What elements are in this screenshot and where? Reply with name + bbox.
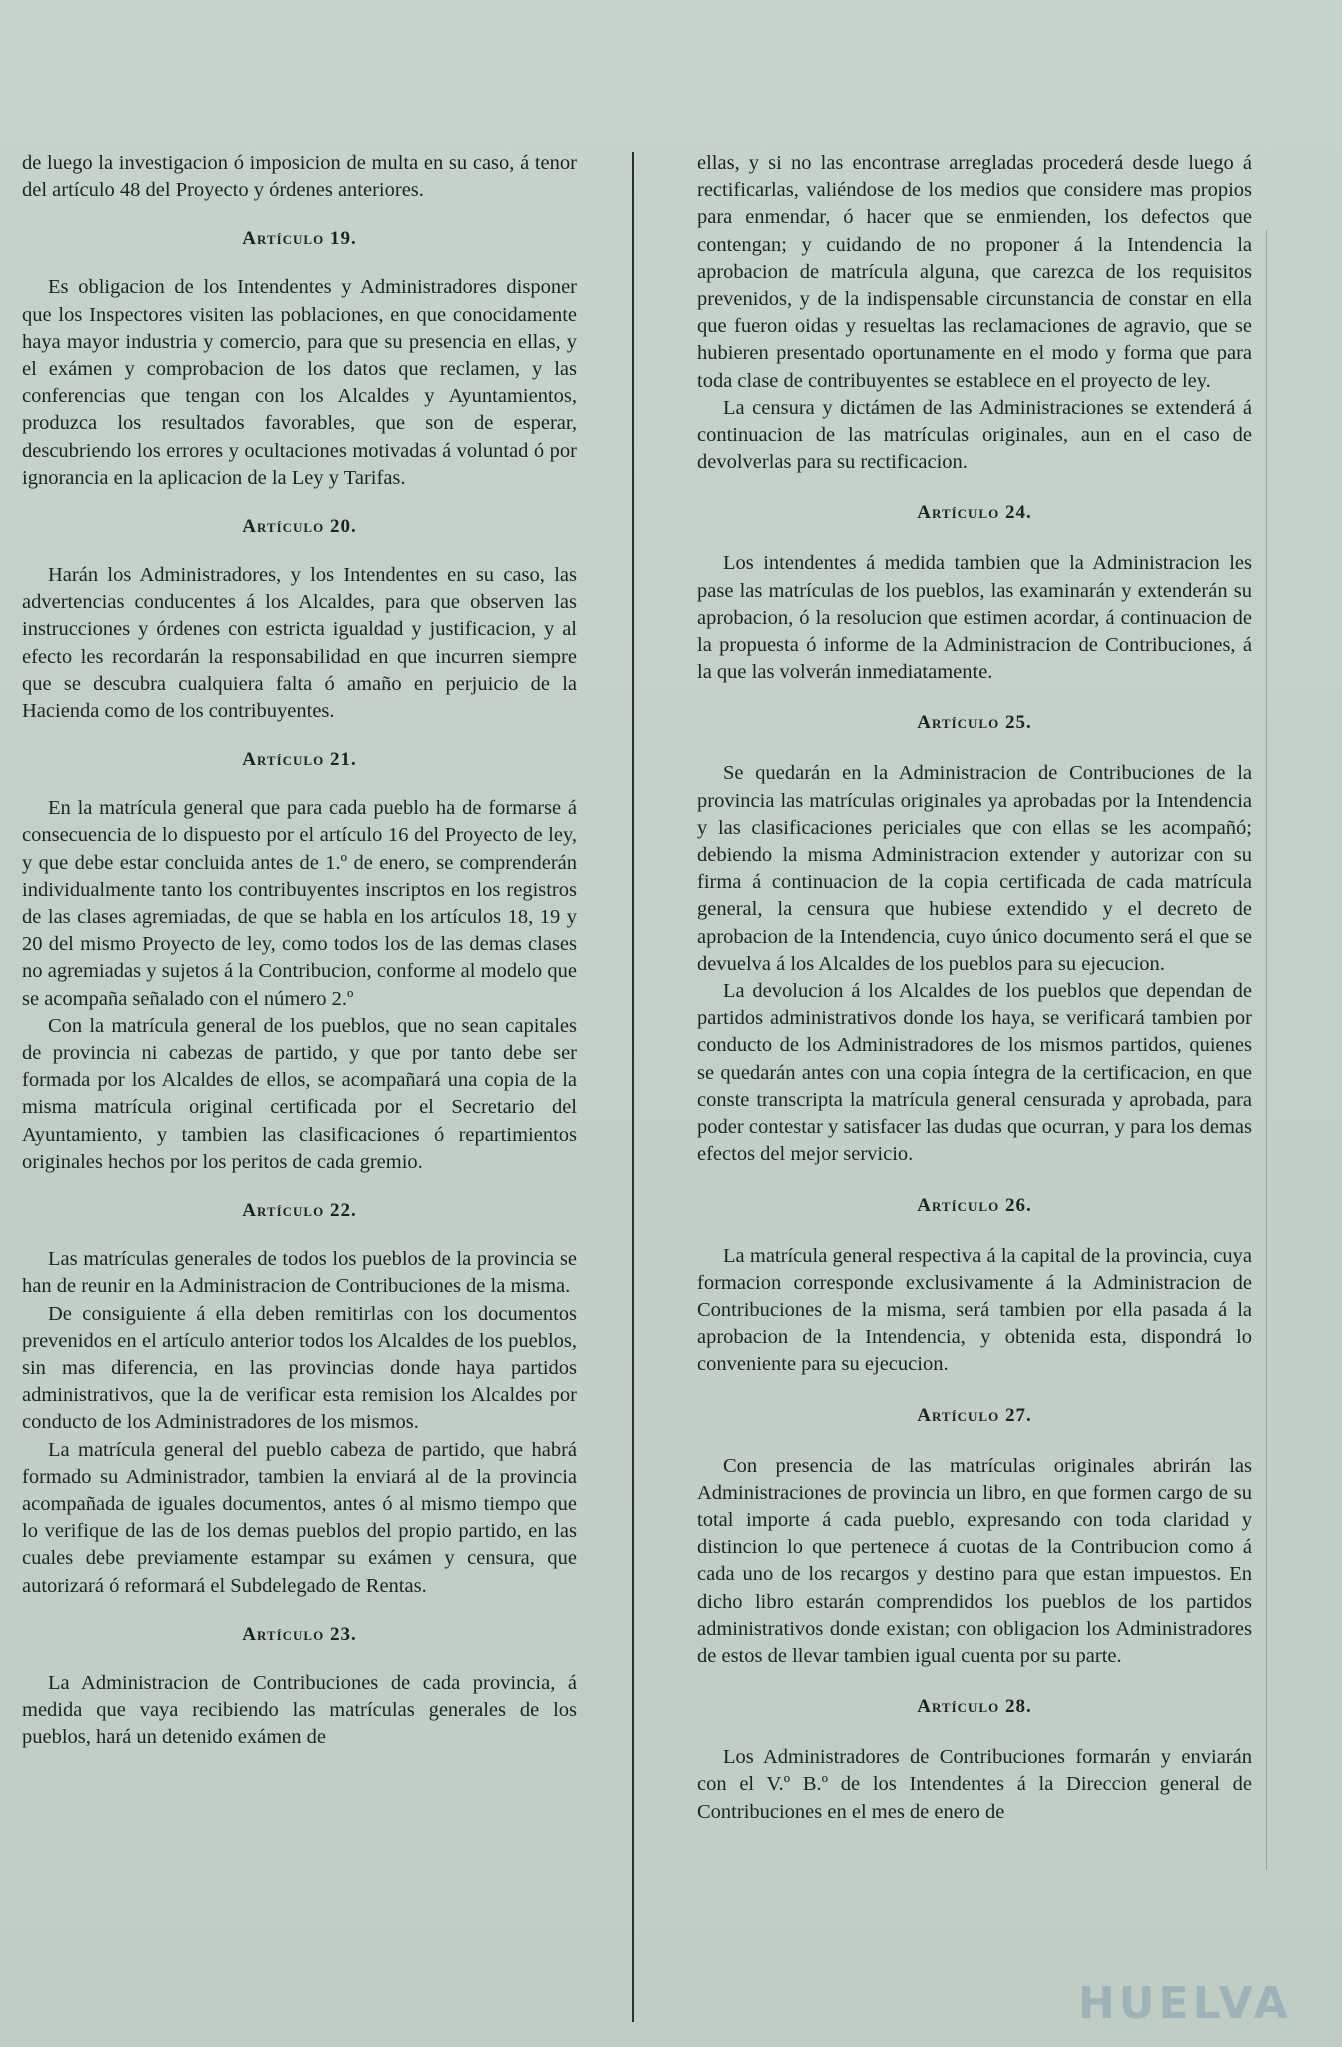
- paragraph: De consiguiente á ella deben remitirlas con los documentos prevenidos en el artículo anterior todos los Alcaldes de los pueblos, sin mas diferencia, en las provincias donde haya partidos administrativos, que la de verificar esta remision los Alcaldes por conducto de los Administradores de los mismos.: [22, 1302, 577, 1434]
- article-heading-24: Artículo 24.: [917, 502, 1032, 524]
- paragraph: La censura y dictámen de las Administraciones se extenderá á continuacion de las matrículas originales, aun en el caso de devolverlas para su rectificacion.: [697, 396, 1252, 474]
- article-heading-25: Artículo 25.: [917, 712, 1032, 734]
- paragraph: Con presencia de las matrículas originales abrirán las Administraciones de provincia un libro, en que formen cargo de su total importe á cada pueblo, expresando con toda claridad y distincion lo que pertenece á cuotas de la Contribucion como á cada uno de los recargos y destino para que estan impuestos. En dicho libro estarán comprendidos los pueblos de los partidos administrativos donde existan; con obligacion los Administradores de estos de llevar tambien igual cuenta por su parte.: [697, 1454, 1252, 1667]
- article-heading-19: Artículo 19.: [242, 228, 357, 250]
- right-column: [697, 150, 1252, 1826]
- paragraph: ellas, y si no las encontrase arregladas procederá desde luego á rectificarlas, valiéndose de los medios que considere mas propios para enmendar, ó hacer que se enmienden, los defectos que contengan; y cuidando de no proponer á la Intendencia la aprobacion de matrícula alguna, que carezca de los requisitos prevenidos, y de la indispensable circunstancia de constar en ella que fueron oidas y resueltas las reclamaciones de agravio, que se hubieren presentado oportunamente en el modo y forma que para toda clase de contribuyentes se establece en el proyecto de ley.: [697, 152, 1252, 392]
- page-fold-line: [1266, 230, 1267, 1870]
- paragraph: Harán los Administradores, y los Intendentes en su caso, las advertencias conducentes á los Alcaldes, para que observen las instrucciones y órdenes con estricta igualdad y justificacion, y al efecto les recordarán la responsabilidad en que incurren siempre que se descubra cualquiera falta ó amaño en perjuicio de la Hacienda como de los contribuyentes.: [22, 564, 577, 723]
- paragraph: En la matrícula general que para cada pueblo ha de formarse á consecuencia de lo dispuesto por el artículo 16 del Proyecto de ley, y que debe estar concluida antes de 1.º de enero, se comprenderán individualmente tanto los contribuyentes inscriptos en los registros de las clases agremiadas, de que se habla en los artículos 18, 19 y 20 del mismo Proyecto de ley, como todos los de las demas clases no agremiadas y sujetos á la Contribucion, conforme al modelo que se acompaña señalado con el número 2.º: [22, 797, 577, 1010]
- article-heading-26: Artículo 26.: [917, 1194, 1032, 1216]
- paragraph: Los Administradores de Contribuciones formarán y enviarán con el V.º B.º de los Intendentes á la Direccion general de Contribuciones en el mes de enero de: [697, 1746, 1252, 1823]
- paragraph: Las matrículas generales de todos los pueblos de la provincia se han de reunir en la Administracion de Contribuciones de la misma.: [22, 1248, 577, 1298]
- paragraph: La devolucion á los Alcaldes de los pueblos que dependan de partidos administrativos donde los haya, se verificará tambien por conducto de los Administradores de los mismos partidos, quienes se quedarán antes con una copia íntegra de la certificacion, en que conste transcripta la matrícula general censurada y aprobada, para poder contestar y satisfacer las dudas que ocurran, y para los demas efectos del mejor servicio.: [697, 980, 1252, 1166]
- paragraph: La matrícula general respectiva á la capital de la provincia, cuya formacion corresponde exclusivamente á la Administracion de Contribuciones de la misma, será tambien por ella pasada á la aprobacion de la Intendencia, y obtenida esta, dispondrá lo conveniente para su ejecucion.: [697, 1244, 1252, 1376]
- paragraph: Los intendentes á medida tambien que la Administracion les pase las matrículas de los pueblos, las examinarán y extenderán su aprobacion, ó la resolucion que estimen acordar, á continuacion de la propuesta ó informe de la Administracion de Contribuciones, á la que las volverán inmediatamente.: [697, 552, 1252, 684]
- article-heading-20: Artículo 20.: [242, 516, 357, 538]
- column-divider: [632, 152, 634, 2022]
- article-heading-28: Artículo 28.: [917, 1696, 1032, 1718]
- paragraph: Es obligacion de los Intendentes y Administradores disponer que los Inspectores visiten las poblaciones, en que conocidamente haya mayor industria y comercio, para que su presencia en ellas, y el exámen y comprobacion de los datos que reclamen, y las conferencias que tengan con los Alcaldes y Ayuntamientos, produzca los resultados favorables, que son de esperar, descubriendo los errores y ocultaciones motivadas á voluntad ó por ignorancia en la aplicacion de la Ley y Tarifas.: [22, 276, 577, 489]
- paragraph: La Administracion de Contribuciones de cada provincia, á medida que vaya recibiendo las matrículas generales de los pueblos, hará un detenido exámen de: [22, 1671, 577, 1749]
- article-heading-23: Artículo 23.: [242, 1623, 357, 1645]
- article-heading-22: Artículo 22.: [242, 1200, 357, 1222]
- paragraph: La matrícula general del pueblo cabeza de partido, que habrá formado su Administrador, tambien la enviará al de la provincia acompañada de iguales documentos, antes ó al mismo tiempo que lo verifique de las de los demas pueblos del propio partido, en las cuales debe previamente estampar su exámen y censura, que autorizará ó reformará el Subdelegado de Rentas.: [22, 1438, 577, 1597]
- library-watermark: HUELVA: [1078, 1978, 1292, 2029]
- paragraph: de luego la investigacion ó imposicion de multa en su caso, á tenor del artículo 48 del Proyecto y órdenes anteriores.: [22, 152, 577, 202]
- article-heading-27: Artículo 27.: [917, 1404, 1032, 1426]
- article-heading-21: Artículo 21.: [242, 749, 357, 771]
- paragraph: Con la matrícula general de los pueblos, que no sean capitales de provincia ni cabezas de partido, y que por tanto debe ser formada por los Alcaldes de ellos, se acompañará una copia de la misma matrícula original certificada por el Secretario del Ayuntamiento, y tambien las clasificaciones ó repartimientos originales hechos por los peritos de cada gremio.: [22, 1014, 577, 1173]
- paragraph: Se quedarán en la Administracion de Contribuciones de la provincia las matrículas originales ya aprobadas por la Intendencia y las clasificaciones periciales que con ellas se les acompañó; debiendo la misma Administracion extender y autorizar con su firma á continuacion de la copia certificada de cada matrícula general, la censura que hubiese extendido y el decreto de aprobacion de la Intendencia, cuyo único documento será el que se devuelva á los Alcaldes de los pueblos para su ejecucion.: [697, 762, 1252, 975]
- left-column: [22, 150, 577, 1751]
